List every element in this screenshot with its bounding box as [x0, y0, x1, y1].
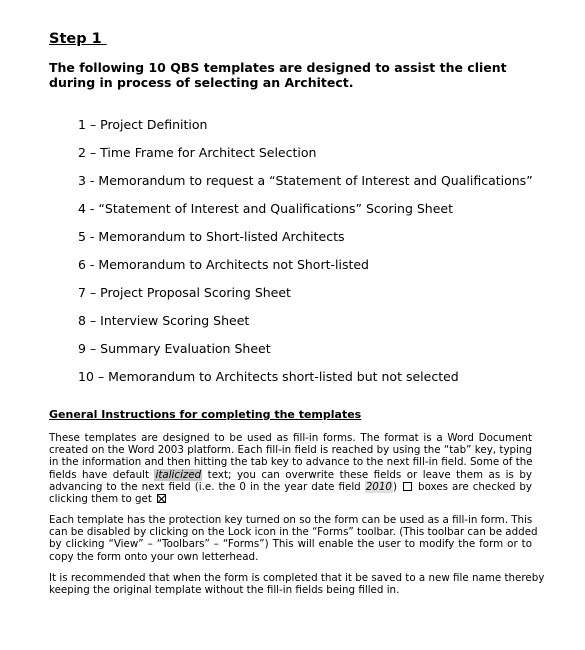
italicized-highlight: italicized — [155, 468, 202, 481]
empty-checkbox-icon[interactable] — [403, 482, 412, 491]
list-item: 1 – Project Definition — [78, 117, 208, 132]
step-title: Step 1 — [49, 31, 107, 47]
list-item: 2 – Time Frame for Architect Selection — [78, 145, 317, 160]
list-item: 6 - Memorandum to Architects not Short-listed — [78, 257, 369, 272]
template-list — [78, 116, 533, 396]
list-item: 10 – Memorandum to Architects short-listed but not selected — [78, 369, 459, 384]
text-segment: clicking them to get — [49, 493, 152, 506]
text-line — [49, 469, 532, 481]
text-line: can be disabled by clicking on the Lock icon in the “Forms” toolbar. (This toolbar can be added — [49, 526, 538, 539]
text-line: Each template has the protection key turned on so the form can be used as a fill-in form. This — [49, 514, 533, 526]
text-line: It is recommended that when the form is completed that it be saved to a new file name thereby — [49, 572, 545, 584]
intro-text: The following 10 QBS templates are designed to assist the client during in process of selecting an Architect. — [49, 60, 507, 90]
instructions-paragraph-2 — [49, 514, 538, 563]
text-line: copy the form onto your own letterhead. — [49, 550, 259, 563]
list-item: 4 - “Statement of Interest and Qualifications” Scoring Sheet — [78, 201, 454, 216]
year-date-field[interactable]: 2010 — [365, 480, 392, 493]
text-line: advancing to the next field (i.e. the 0 in the year date field 2010) boxes are checked by — [49, 480, 533, 493]
text-line: by clicking “View” – “Toolbars” – “Forms”) This will enable the user to modify the form or to — [49, 538, 532, 551]
text-segment: boxes are checked by — [414, 480, 533, 493]
list-item: 5 - Memorandum to Short-listed Architects — [78, 229, 345, 244]
text-line — [49, 493, 532, 505]
text-line: in the information and then hitting the tab key to advance to the next fill-in field. Some of the — [49, 456, 533, 469]
list-item: 8 – Interview Scoring Sheet — [78, 313, 250, 328]
list-item: 3 - Memorandum to request a “Statement of Interest and Qualifications” — [78, 173, 533, 188]
checked-checkbox-icon[interactable] — [157, 494, 166, 503]
instructions-paragraph-1 — [49, 432, 532, 505]
text-line: These templates are designed to be used as fill-in forms. The format is a Word Document — [49, 432, 532, 444]
instructions-paragraph-3 — [49, 572, 545, 597]
list-item: 9 – Summary Evaluation Sheet — [78, 341, 271, 356]
text-line: created on the Word 2003 platform. Each fill-in field is reached by using the “tab” key, typing — [49, 444, 532, 457]
text-line: keeping the original template without the fill-in fields being filled in. — [49, 584, 400, 597]
instructions-heading: General Instructions for completing the templates — [49, 408, 362, 421]
text-segment: advancing to the next field (i.e. the 0 in the year date field — [49, 480, 365, 493]
list-item: 7 – Project Proposal Scoring Sheet — [78, 285, 291, 300]
text-segment: fields have default — [49, 468, 155, 481]
text-segment: text; you can overwrite these fields or leave them as is by — [202, 468, 532, 481]
